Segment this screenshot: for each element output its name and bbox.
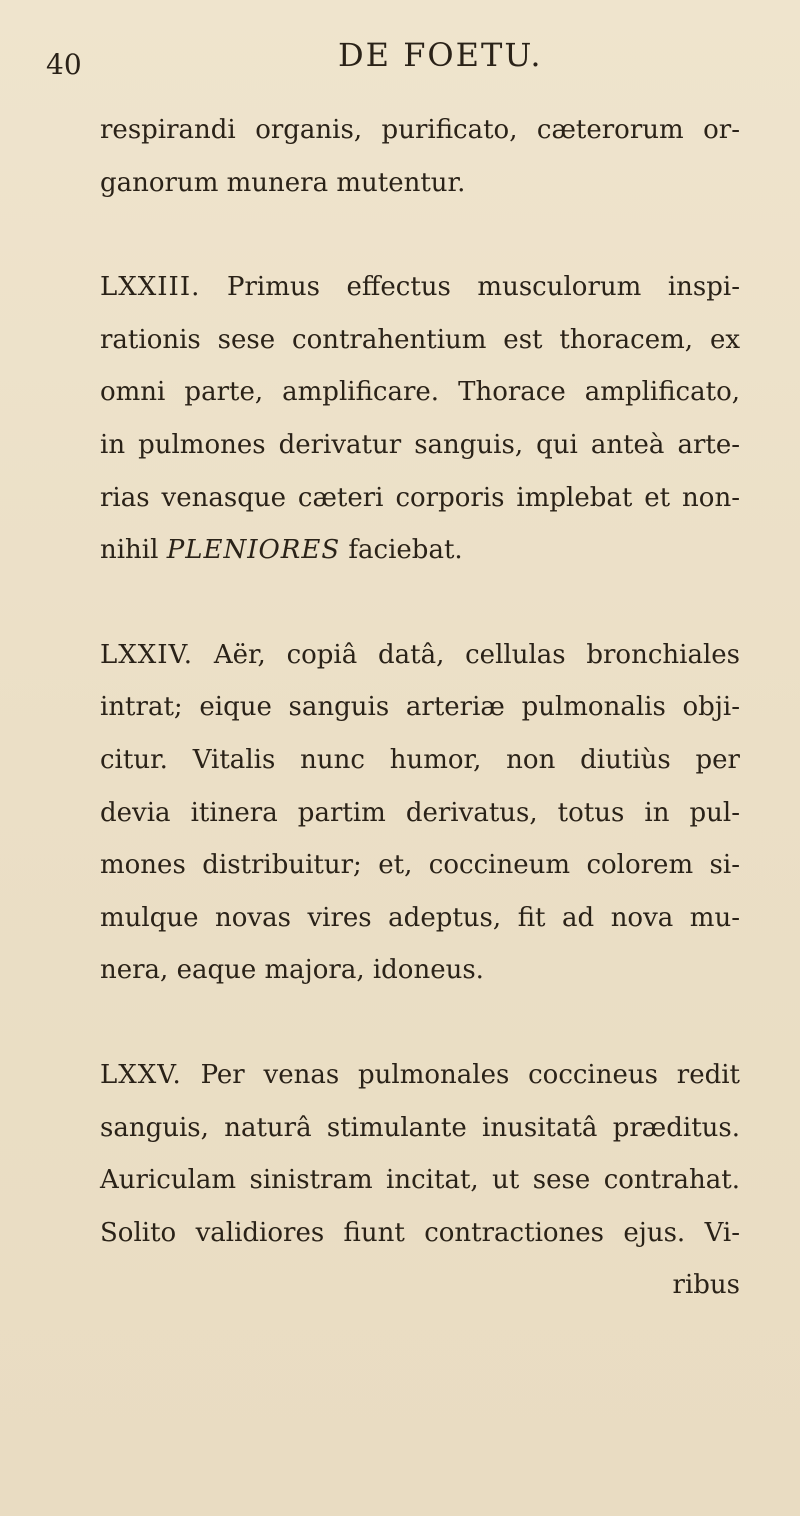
text-line: rationis sese contrahentium est thoracem, ex <box>100 324 740 355</box>
text-fragment: faciebat. <box>340 535 463 566</box>
text-line: mulque novas vires adeptus, fit ad nova mu- <box>100 902 740 933</box>
page-number: 40 <box>46 48 82 81</box>
text-line: rias venasque cæteri corporis implebat et non- <box>100 482 740 513</box>
text-line: omni parte, amplificare. Thorace amplificato, <box>100 377 740 408</box>
text-line: intrat; eique sanguis arteriæ pulmonalis obji- <box>100 692 740 723</box>
body-text <box>100 104 740 1312</box>
text-line <box>100 524 740 577</box>
text-line: in pulmones derivatur sanguis, qui anteà arte- <box>100 429 740 460</box>
italic-term: PLENIORES <box>166 535 341 566</box>
text-line: devia itinera partim derivatus, totus in pul- <box>100 797 740 828</box>
text-fragment: nihil <box>100 535 167 566</box>
text-line <box>100 629 740 682</box>
section-number: LXXIII. <box>100 272 201 303</box>
text-line: sanguis, naturâ stimulante inusitatâ præditus. <box>100 1112 740 1143</box>
text-line: Solito validiores fiunt contractiones ejus. Vi- <box>100 1217 740 1248</box>
text-line: Auriculam sinistram incitat, ut sese contrahat. <box>100 1165 740 1196</box>
text-line <box>100 1049 740 1102</box>
catchword: ribus <box>672 1270 740 1301</box>
text-line: citur. Vitalis nunc humor, non diutiùs per <box>100 744 740 775</box>
text-fragment: Primus effectus musculorum inspi- <box>200 272 740 303</box>
section-number: LXXIV. <box>100 639 194 670</box>
section-number: LXXV. <box>100 1059 182 1090</box>
page-header <box>0 30 800 80</box>
text-line: mones distribuitur; et, coccineum colorem si- <box>100 850 740 881</box>
text-fragment: Aër, copiâ datâ, cellulas bronchiales <box>193 639 740 670</box>
text-line: ganorum munera mutentur. <box>100 167 466 198</box>
text-line <box>100 261 740 314</box>
text-line: respirandi organis, purificato, cæterorum or- <box>100 115 740 145</box>
text-line: nera, eaque majora, idoneus. <box>100 955 484 986</box>
text-fragment: Per venas pulmonales coccineus redit <box>181 1059 740 1090</box>
running-head: DE FOETU. <box>338 36 543 74</box>
